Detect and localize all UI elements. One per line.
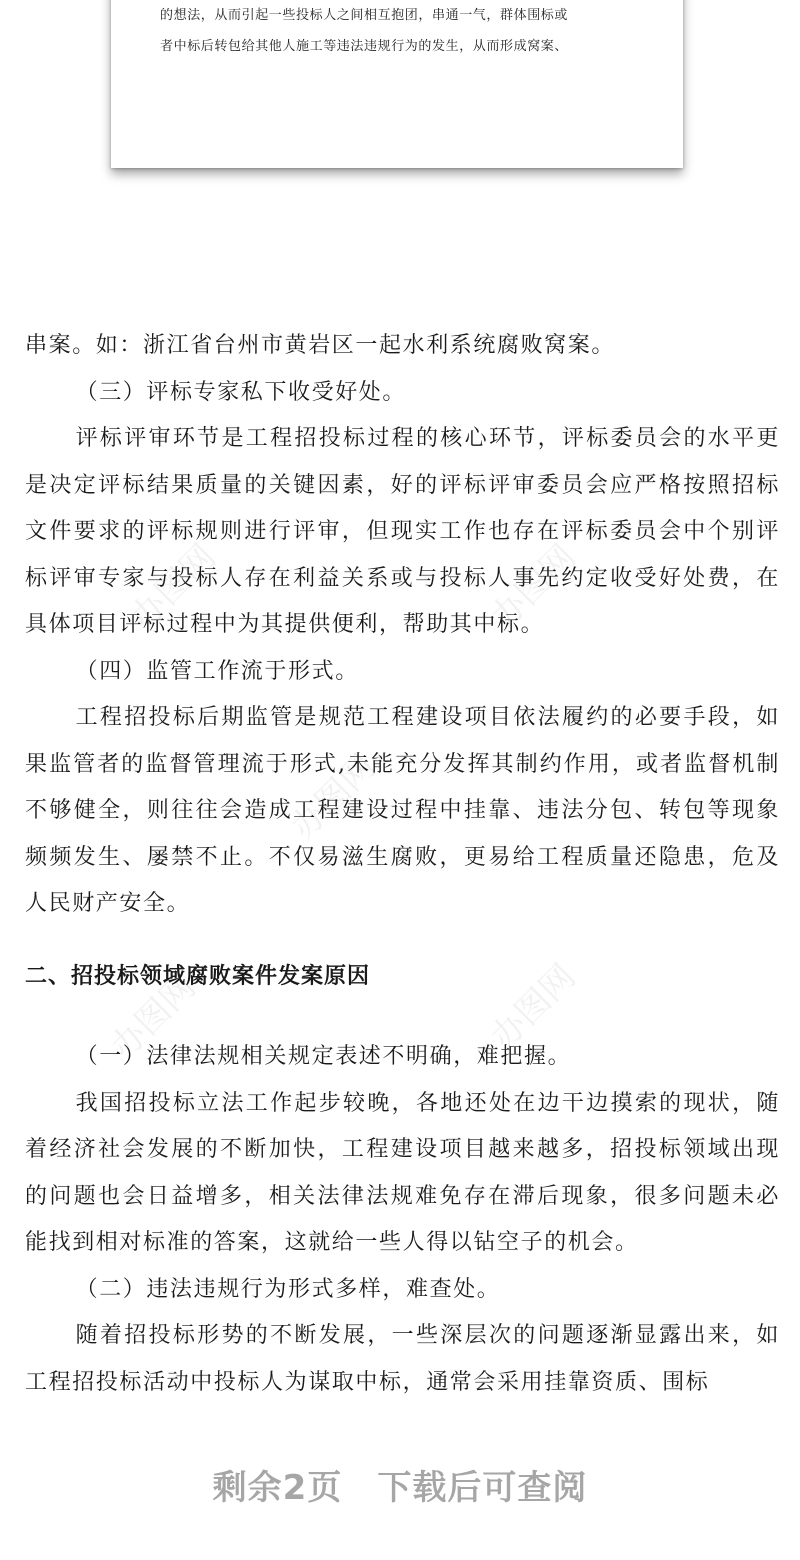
watermark: 办图网	[103, 966, 204, 1068]
download-prompt-button[interactable]: 剩余2页 下载后可查阅	[212, 1468, 588, 1508]
document-body-section-2	[25, 1034, 780, 1406]
paragraph-item-1: 我国招投标立法工作起步较晚，各地还处在边干边摸索的现状，随着经济社会发展的不断加快，工程建设项目越来越多，招投标领域出现的问题也会日益增多，相关法律法规难免存在滞后现象，很多问题未必能找到相对标准的答案，这就给一些人得以钻空子的机会。	[25, 1090, 780, 1255]
paragraph-item-4: 工程招投标后期监管是规范工程建设项目依法履约的必要手段，如果监管者的监督管理流于形式,未能充分发挥其制约作用，或者监督机制不够健全，则往往会造成工程建设过程中挂靠、违法分包、转包等现象频频发生、屡禁不止。不仅易滋生腐败，更易给工程质量还隐患，危及人民财产安全。	[25, 705, 780, 916]
page-preview-card	[111, 0, 683, 168]
preview-text-line: 者中标后转包给其他人施工等违法违规行为的发生，从而形成窝案、	[160, 39, 569, 54]
paragraph-item-2: 随着招投标形势的不断发展，一些深层次的问题逐渐显露出来，如工程招投标活动中投标人为谋取中标，通常会采用挂靠资质、围标	[25, 1323, 780, 1395]
paragraph-continuation: 串案。如：浙江省台州市黄岩区一起水利系统腐败窝案。	[25, 333, 616, 358]
document-body-section-1	[25, 323, 780, 928]
item-title-2: （二）违法违规行为形式多样，难查处。	[75, 1276, 501, 1302]
paragraph-item-3: 评标评审环节是工程招投标过程的核心环节，评标委员会的水平更是决定评标结果质量的关键因素，好的评标评审委员会应严格按照招标文件要求的评标规则进行评审，但现实工作也存在评标委员会中个别评标评审专家与投标人存在利益关系或与投标人事先约定收受好处费，在具体项目评标过程中为其提供便利，帮助其中标。	[25, 426, 780, 637]
item-title-4: （四）监管工作流于形式。	[75, 658, 359, 684]
watermark: 办图网	[483, 956, 584, 1058]
preview-text-line: 的想法，从而引起一些投标人之间相互抱团，串通一气，群体围标或	[160, 8, 569, 23]
watermark: 办图网	[123, 536, 224, 638]
watermark: 办图网	[283, 746, 384, 848]
item-title-1: （一）法律法规相关规定表述不明确，难把握。	[75, 1044, 572, 1069]
item-title-3: （三）评标专家私下收受好处。	[75, 379, 406, 405]
watermark: 办图网	[483, 536, 584, 638]
section-heading: 二、招投标领域腐败案件发案原因	[25, 964, 371, 989]
